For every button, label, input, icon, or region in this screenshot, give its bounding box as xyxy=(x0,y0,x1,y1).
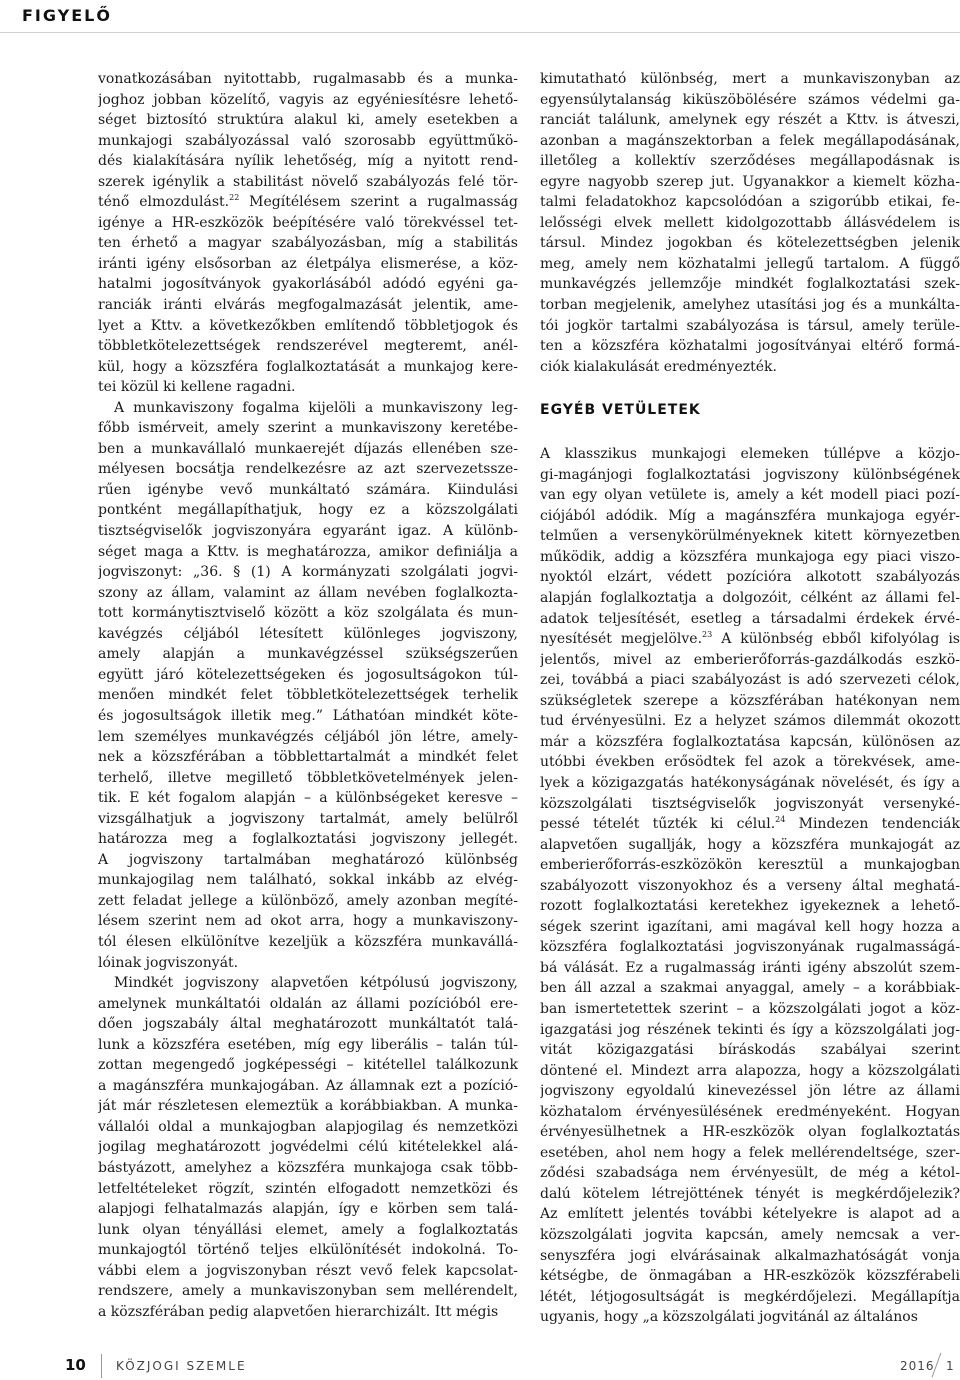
text-line: lunk olyan tényállási elemet, amely a foglalkoztatás xyxy=(98,1221,518,1238)
text-line: munkajogilag nem található, sokkal inkább az elvég- xyxy=(98,872,518,889)
text-line: rozott foglalkoztatási keretekhez igyekeznek a lehető- xyxy=(540,898,960,915)
text-line: lem személyes munkavégzés céljából jön létre, amely- xyxy=(98,728,518,745)
text-line: érvényesülhetnek a HR-eszközök olyan foglalkoztatás xyxy=(540,1124,960,1141)
text-line: létét, létjogosultságát is megkérdőjelezi. Megállapítja xyxy=(540,1288,960,1305)
text-line: tott kormánytisztviselő között a köz szolgálata és mun- xyxy=(98,605,518,622)
text-line: alapvetően sugallják, hogy a közszféra munkajogát az xyxy=(540,836,960,853)
text-line: gi-magánjogi foglalkoztatási jogviszony különbségének xyxy=(540,466,960,483)
text-line: ben a munkavállaló munkaerejét díjazás ellenében sze- xyxy=(98,440,518,457)
text-line: mélyesen bocsátja rendelkezésre az azt szervezetssze- xyxy=(98,461,518,478)
footnote-ref[interactable]: 24 xyxy=(775,815,786,825)
issue-year: 2016 xyxy=(900,1359,935,1373)
text-line: döntené el. Mindezt arra alapozza, hogy a közszolgálati xyxy=(540,1062,960,1079)
text-line: esetében, ahol nem hogy a felek mellérendeltsége, szer- xyxy=(540,1144,960,1161)
text-line: többletkötelezettségek rendszerével megteremt, anél- xyxy=(98,338,518,355)
text-line: vonatkozásában nyitottabb, rugalmasabb és a munka- xyxy=(98,71,518,87)
text-line: bástyázott, amelyhez a közszféra munkajoga csak több- xyxy=(98,1159,518,1176)
text-line: A jogviszony tartalmában meghatározó különbség xyxy=(98,851,518,868)
text-line: munkajogtól történő teljes elkülönítését indokolná. To- xyxy=(98,1242,518,1259)
text-line: pessé tételét tűzték ki célul.$^{24}$ Mindezen tendenciák xyxy=(540,815,960,833)
text-line: tói jogkör tartalmi szabályozása is társul, amely terüle- xyxy=(540,317,960,334)
text-line: közhatalom érvényesülésének eredményeként. Hogyan xyxy=(540,1103,960,1120)
text-line: rűen igénybe vevő munkáltató számára. Kiindulási xyxy=(98,481,518,498)
section-label: FIGYELŐ xyxy=(22,6,112,25)
text-line: emberierőforrás-eszközökön keresztül a munkajogban xyxy=(540,857,960,874)
text-line: ten érhető a magyar szabályozásban, míg a stabilitás xyxy=(98,235,518,252)
text-line: A munkaviszony fogalma kijelöli a munkaviszony leg- xyxy=(114,399,518,416)
section-divider xyxy=(0,32,960,33)
issue-number: 1 xyxy=(946,1359,954,1373)
text-line: munkajogi szabályozással való szorosabb együttműkö- xyxy=(98,132,518,149)
footnote-ref[interactable]: 22 xyxy=(229,193,240,203)
text-line: a magánszféra munkajogában. Az államnak ezt a pozíció- xyxy=(98,1077,518,1094)
text-line: kétségbe, de önmagában a HR-eszközök közszférabeli xyxy=(540,1268,960,1285)
text-line: lelősségi elvek mellett kidolgozottabb állásvédelem is xyxy=(540,214,960,231)
text-line: dően jogszabály által meghatározott munkáltatót talá- xyxy=(98,1016,518,1033)
text-line: torban megjelenik, amelyhez utasítási jog és a munkálta- xyxy=(540,297,960,314)
text-line: működik, addig a közszféra munkajoga egy piaci viszo- xyxy=(540,548,960,565)
text-line: van egy olyan vetülete is, amely a két modell piaci pozí- xyxy=(540,487,960,504)
text-line: joghoz jobban közelítő, vagyis az egyéniesítésre lehető- xyxy=(98,91,518,108)
text-line: Az említett jelentés további kételyekre is alapot ad a xyxy=(540,1206,960,1223)
footer-divider xyxy=(101,1354,102,1378)
text-line: igénye a HR-eszközök beépítésére való törekvéssel tet- xyxy=(98,214,518,231)
text-line: vállalói oldal a munkajogban alapjogilag és nemzetközi xyxy=(98,1118,518,1135)
text-line: társul. Mindez jogokban és kötelezettségben jelenik xyxy=(540,235,960,252)
text-line: illetőleg a kollektív szerződéses megállapodásnak is xyxy=(540,153,960,170)
text-line: együtt járó kötelezettségeken és jogosultságokon túl- xyxy=(98,666,518,683)
text-line: meg, amely nem közhatalmi jellegű tartalom. A függő xyxy=(540,255,960,272)
text-line: terhelő, illetve megillető többletkövetelmények jelen- xyxy=(98,769,518,786)
text-line: zett feladat jellege a különböző, amely azonban megíté- xyxy=(98,892,518,909)
text-line: ugyanis, hogy „a közszolgálati jogvitánál az általános xyxy=(540,1309,918,1326)
page-footer xyxy=(0,1356,960,1380)
page-number: 10 xyxy=(65,1356,86,1374)
text-line: ját már részletesen elemeztük a korábbiakban. A munka- xyxy=(98,1098,518,1115)
text-line: tisztségviselők jogviszonyára egyaránt igaz. A különb- xyxy=(98,523,518,540)
text-line: ciók kialakulását eredményezték. xyxy=(540,358,777,375)
subheading: EGYÉB VETÜLETEK xyxy=(540,402,701,419)
right-column xyxy=(540,69,960,1328)
right-column-top xyxy=(540,69,960,377)
text-line: lyek a közigazgatás hatékonyságának növelését, és így a xyxy=(540,774,960,791)
text-line: és jogosultságok illetik meg.” Láthatóan mindkét köte- xyxy=(98,707,518,724)
text-line: ségek szerint igazítani, ami magával kell hogy hozza a xyxy=(540,918,960,935)
text-line: tik. E két fogalom alapján – a különbségeket keresve – xyxy=(98,790,518,807)
text-line: a közszférában pedig alapvetően hierarchizált. Itt mégis xyxy=(98,1303,499,1320)
text-line: amelynek munkáltatói oldalán az állami pozícióból ere- xyxy=(98,995,518,1012)
text-line: utóbbi években erősödtek fel azok a törekvések, ame- xyxy=(540,754,960,771)
text-line: pontként megállapíthatjuk, hogy ez a közszolgálati xyxy=(98,502,518,519)
text-line: főbb ismérveit, amely szerint a munkaviszony keretébe- xyxy=(98,420,518,437)
journal-name: KÖZJOGI SZEMLE xyxy=(116,1359,247,1373)
text-line: szerek igénylik a stabilitást növelő szabályozás felé tör- xyxy=(98,173,518,190)
text-line: lyet a Kttv. a következőkben említendő többletjogok és xyxy=(98,317,518,334)
text-line: kavégzés céljából létesített különleges jogviszony, xyxy=(98,625,518,642)
text-line: ciójából adódik. Míg a magánszféra munkajoga egyér- xyxy=(540,507,960,524)
text-line: közszolgálati jogvita kapcsán, amely nemcsak a ver- xyxy=(540,1226,960,1243)
text-line: dalú kötelem létrejöttének tényét is megkérdőjelezik? xyxy=(540,1185,960,1202)
text-line: kimutatható különbség, mert a munkaviszonyban az xyxy=(540,71,960,87)
text-line: hatalmi jogosítványok gyakorlásából adódó egyéni ga- xyxy=(98,276,518,293)
text-line: amely alapján a munkavégzéssel szükségszerűen xyxy=(98,646,518,663)
text-line: letfeltételeket rögzít, szintén elfogadott nemzetközi és xyxy=(98,1180,518,1197)
text-line: menően mindkét felet többletkötelezettségek terhelik xyxy=(98,687,518,704)
text-line: tól élesen elkülönítve kezeljük a közszféra munkavállá- xyxy=(98,933,518,950)
text-line: lésem szerint nem ad okot arra, hogy a munkaviszony- xyxy=(98,913,518,930)
text-line: alapjogi felhatalmazás alapján, így e körben sem talá- xyxy=(98,1201,518,1218)
left-column xyxy=(98,69,518,1322)
text-line: jogviszony egyoldalú kinevezéssel jön létre az állami xyxy=(540,1083,960,1100)
text-line: talmi feladatokhoz kapcsolódóan a szigorúbb etikai, fe- xyxy=(540,194,960,211)
text-line: lóinak jogviszonyát. xyxy=(98,954,239,971)
text-line: vitát közigazgatási bíráskodás szabályai szerint xyxy=(540,1042,960,1059)
text-line: jelentős, mivel az emberierőforrás-gazdálkodás eszkö- xyxy=(540,651,960,668)
text-line: A klasszikus munkajogi elemeken túllépve a közjo- xyxy=(540,446,960,463)
text-line: szony az állam, valamint az állam nevében foglalkozta- xyxy=(98,584,518,601)
text-line: telműen a versenykörülményeknek kitett környezetben xyxy=(540,528,960,545)
text-line: tei közül ki kellene ragadni. xyxy=(98,379,296,396)
right-column-bottom xyxy=(540,444,960,1328)
text-line: lunk a közszféra esetében, míg egy liberális – talán túl- xyxy=(98,1036,518,1053)
text-line: munkavégzés jellemzője mindkét foglalkoztatási szek- xyxy=(540,276,960,293)
text-line: ben áll azzal a szakmai anyaggal, amely – a korábbiak- xyxy=(540,980,960,997)
text-line: dés kialakítására nyílik lehetőség, míg a nyitott rend- xyxy=(98,153,518,170)
text-line: jogilag meghatározott jogvédelmi célú kitételekkel alá- xyxy=(98,1139,518,1156)
text-line: nek a közszférában a többlettartalmát a mindkét felet xyxy=(98,749,518,766)
text-line: vábbi elem a jogviszonyban részt vevő felek kapcsolat- xyxy=(98,1262,518,1279)
text-line: ten a közszféra közhatalmi jogosítványai eltérő formá- xyxy=(540,338,960,355)
text-line: közszféra foglalkoztatási jogviszonyának rugalmasságá- xyxy=(540,939,960,956)
text-line: rendszere, amely a munkaviszonyban sem mellérendelt, xyxy=(98,1283,518,1300)
text-line: adatok teljesítését, esetleg a társadalmi érdekek érvé- xyxy=(540,610,960,627)
footnote-ref[interactable]: 23 xyxy=(702,630,713,640)
text-line: szükségletek szerepe a közszférában hatékonyan nem xyxy=(540,692,960,709)
text-line: vizsgálhatjuk a jogviszony tartalmát, amely belülről xyxy=(98,810,518,827)
text-line: bá válását. Ez a rugalmasság iránti igény abszolút szem- xyxy=(540,959,960,976)
text-line: zottan megengedő jogképességi – kitétellel találkozunk xyxy=(98,1057,518,1074)
text-line: szabályozott viszonyokhoz és a verseny által meghatá- xyxy=(540,877,960,894)
text-line: séget biztosító struktúra alakul ki, amely esetekben a xyxy=(98,112,518,129)
text-line: már a közszféra foglalkoztatása kapcsán, különösen az xyxy=(540,733,960,750)
text-line: ződési szabadsága nem érvényesült, de még a kétol- xyxy=(540,1165,960,1182)
text-line: ranciát találunk, amelynek egy részét a Kttv. is átveszi, xyxy=(540,112,960,129)
text-line: nyoktól elzárt, védett pozícióra alkotott szabályozás xyxy=(540,569,960,586)
text-line: egyensúlytalanság kiküszöbölésére számos védelmi ga- xyxy=(540,91,960,108)
text-line: ténő elmozdulást.$^{22}$ Megítélésem szerint a rugalmasság xyxy=(98,193,518,211)
text-line: iránti igény elsősorban az életpálya elismerése, a köz- xyxy=(98,255,518,272)
text-line: egyre nagyobb szerep jut. Ugyanakkor a kiemelt közha- xyxy=(540,173,960,190)
text-line: senyszféra jogi elvárásainak alkalmazhatóságát vonja xyxy=(540,1247,960,1264)
text-line: zei, továbbá a piaci szabályozást is adó szervezeti célok, xyxy=(540,672,960,689)
text-line: közszolgálati tisztségviselők jogviszonyát versenyké- xyxy=(540,795,960,812)
text-line: tud érvényesülni. Ez a helyzet számos dilemmát okozott xyxy=(540,713,960,730)
text-line: határozza meg a foglalkoztatási jogviszony jellegét. xyxy=(98,831,518,848)
text-line: nyesítését megjelölve.$^{23}$ A különbség ebből kifolyólag is xyxy=(540,630,960,648)
text-line: Mindkét jogviszony alapvetően kétpólusú jogviszony, xyxy=(114,975,518,992)
text-line: ranciák iránti elvárás megfogalmazását jelentik, ame- xyxy=(98,297,518,314)
text-line: séget maga a Kttv. is meghatározza, amikor definiálja a xyxy=(98,543,518,560)
text-line: igazgatási jog részének tekinti és így a közszolgálati jog- xyxy=(540,1021,960,1038)
text-line: jogviszonyt: „36. § (1) A kormányzati szolgálati jogvi- xyxy=(98,564,518,581)
text-line: kül, hogy a közszféra foglalkoztatását a munkajog kere- xyxy=(98,358,518,375)
text-line: azonban a magánszektorban a felek megállapodásának, xyxy=(540,132,960,149)
text-line: alapján foglalkoztatja a dolgozóit, célként az állami fel- xyxy=(540,590,960,607)
text-line: ban ismertetettek szerint – a közszolgálati jogot a köz- xyxy=(540,1000,960,1017)
